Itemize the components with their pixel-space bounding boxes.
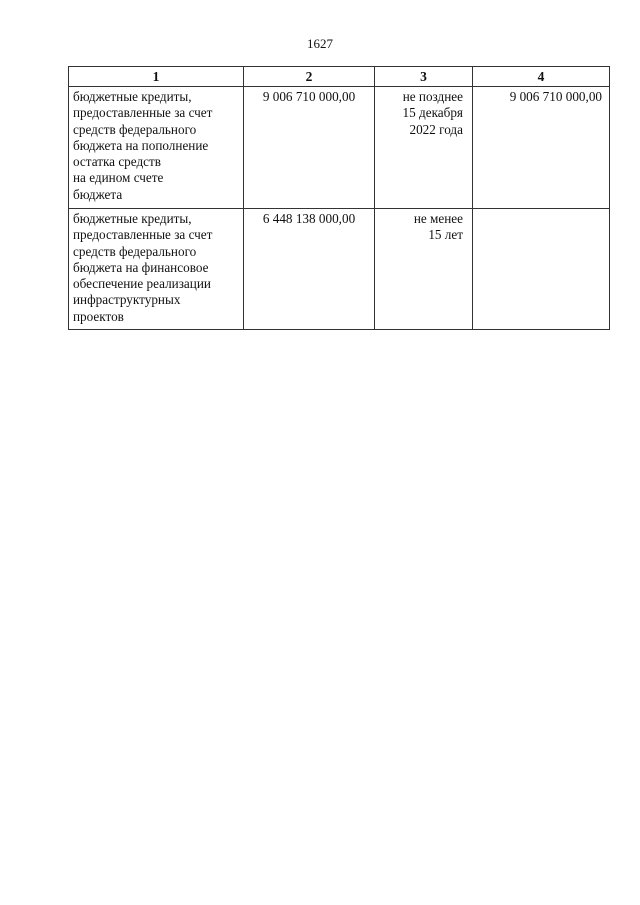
repayment-term: не менее 15 лет — [375, 209, 473, 330]
page-number: 1627 — [307, 36, 333, 51]
column-header-2: 2 — [244, 67, 375, 87]
credit-description: бюджетные кредиты, предоставленные за счет средств федерального бюджета на пополнение остатка средств на едином счете бюджета — [69, 87, 244, 209]
repayment-term: не позднее 15 декабря 2022 года — [375, 87, 473, 209]
credit-description: бюджетные кредиты, предоставленные за счет средств федерального бюджета на финансовое обеспечение реализации инфраструктурных проектов — [69, 209, 244, 330]
credit-amount-col4: 9 006 710 000,00 — [473, 87, 610, 209]
table-row — [69, 209, 610, 330]
column-header-4: 4 — [473, 67, 610, 87]
credit-amount: 6 448 138 000,00 — [244, 209, 375, 330]
table-header-row — [69, 67, 610, 87]
column-header-1: 1 — [69, 67, 244, 87]
table-row — [69, 87, 610, 209]
column-header-3: 3 — [375, 67, 473, 87]
credit-amount: 9 006 710 000,00 — [244, 87, 375, 209]
credit-amount-col4 — [473, 209, 610, 330]
budget-credits-table — [68, 66, 610, 330]
